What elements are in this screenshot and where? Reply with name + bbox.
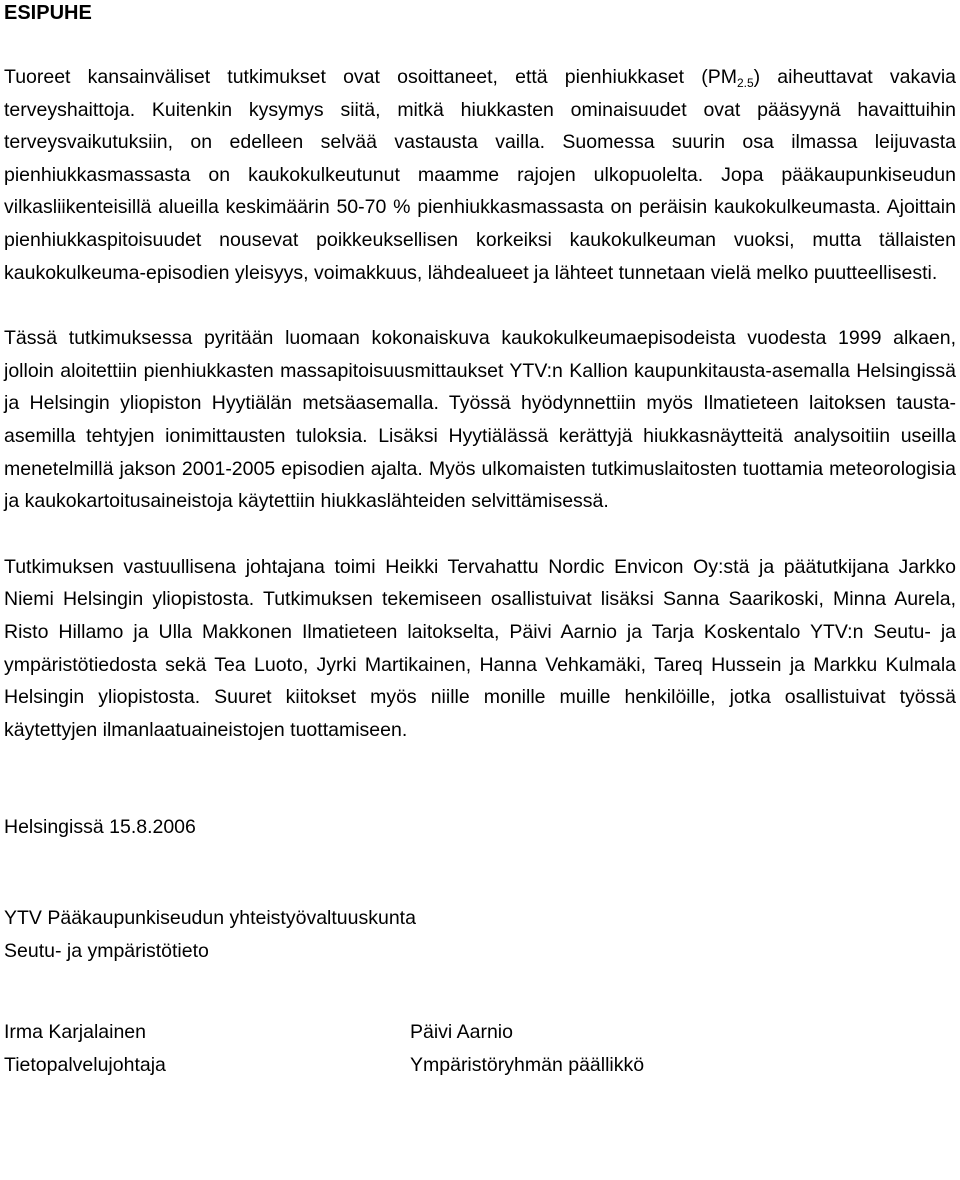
- paragraph-intro-text-start: Tuoreet kansainväliset tutkimukset ovat osoittaneet, että pienhiukkaset (PM: [4, 66, 737, 88]
- paragraph-intro: [4, 61, 956, 289]
- signatory-title: Tietopalvelujohtaja: [4, 1054, 166, 1077]
- pm-subscript: 2.5: [736, 76, 754, 90]
- paragraph-acknowledgements: Tutkimuksen vastuullisena johtajana toimi Heikki Tervahattu Nordic Envicon Oy:stä ja päätutkijana Jarkko Niemi Helsingin yliopistosta. Tutkimuksen tekemiseen osallistuivat lisäksi Sanna Saarikoski, Minna Aurela, Risto Hillamo ja Ulla Makkonen Ilmatieteen laitokselta, Päivi Aarnio ja Tarja Koskentalo YTV:n Seutu- ja ympäristötiedosta sekä Tea Luoto, Jyrki Martikainen, Hanna Vehkamäki, Tareq Hussein ja Markku Kulmala Helsingin yliopistosta. Suuret kiitokset myös niille monille muille henkilöille, jotka osallistuivat työssä käytettyjen ilmanlaatuaineistojen tuottamiseen.: [4, 555, 956, 741]
- signatory-name: Päivi Aarnio: [410, 1021, 513, 1044]
- page-title: ESIPUHE: [4, 2, 92, 24]
- signatory-title: Ympäristöryhmän päällikkö: [410, 1054, 645, 1077]
- signature-block: [4, 1016, 956, 1082]
- signatory-1: [4, 1016, 410, 1082]
- organization-name: YTV Pääkaupunkiseudun yhteistyövaltuuskunta: [4, 907, 416, 930]
- signatory-name: Irma Karjalainen: [4, 1021, 146, 1044]
- document-page: [4, 0, 956, 1082]
- place-and-date: Helsingissä 15.8.2006: [4, 816, 196, 839]
- paragraph-study-aim: Tässä tutkimuksessa pyritään luomaan kokonaiskuva kaukokulkeumaepisodeista vuodesta 1999 alkaen, jolloin aloitettiin pienhiukkasten massapitoisuusmittaukset YTV:n Kallion kaupunkitausta-asemalla Helsingissä ja Helsingin yliopiston Hyytiälän metsäasemalla. Työssä hyödynnettiin myös Ilmatieteen laitoksen tausta-asemilla tehtyjen ionimittausten tuloksia. Lisäksi Hyytiälässä kerättyjä hiukkasnäytteitä analysoitiin useilla menetelmillä jakson 2001-2005 episodien ajalta. Myös ulkomaisten tutkimuslaitosten tuottamia meteorologisia ja kaukokartoitusaineistoja käytettiin hiukkaslähteiden selvittämisessä.: [4, 327, 956, 513]
- signatory-2: [410, 1016, 816, 1082]
- paragraph-intro-text-end: ) aiheuttavat vakavia terveyshaittoja. Kuitenkin kysymys siitä, mitkä hiukkasten ominaisuudet ovat pääsyynä havaittuihin terveysvaikutuksiin, on edelleen selvää vastausta vailla. Suomessa suurin osa ilmassa leijuvasta pienhiukkasmassasta on kaukokulkeutunut maamme rajojen ulkopuolelta. Jopa pääkaupunkiseudun vilkasliikenteisillä alueilla keskimäärin 50-70 % pienhiukkasmassasta on peräisin kaukokulkeumasta. Ajoittain pienhiukkaspitoisuudet nousevat poikkeuksellisen korkeiksi kaukokulkeuman vuoksi, mutta tällaisten kaukokulkeuma-episodien yleisyys, voimakkuus, lähdealueet ja lähteet tunnetaan vielä melko puutteellisesti.: [4, 66, 956, 284]
- organization-unit: Seutu- ja ympäristötieto: [4, 940, 209, 963]
- organization-block: [4, 902, 956, 968]
